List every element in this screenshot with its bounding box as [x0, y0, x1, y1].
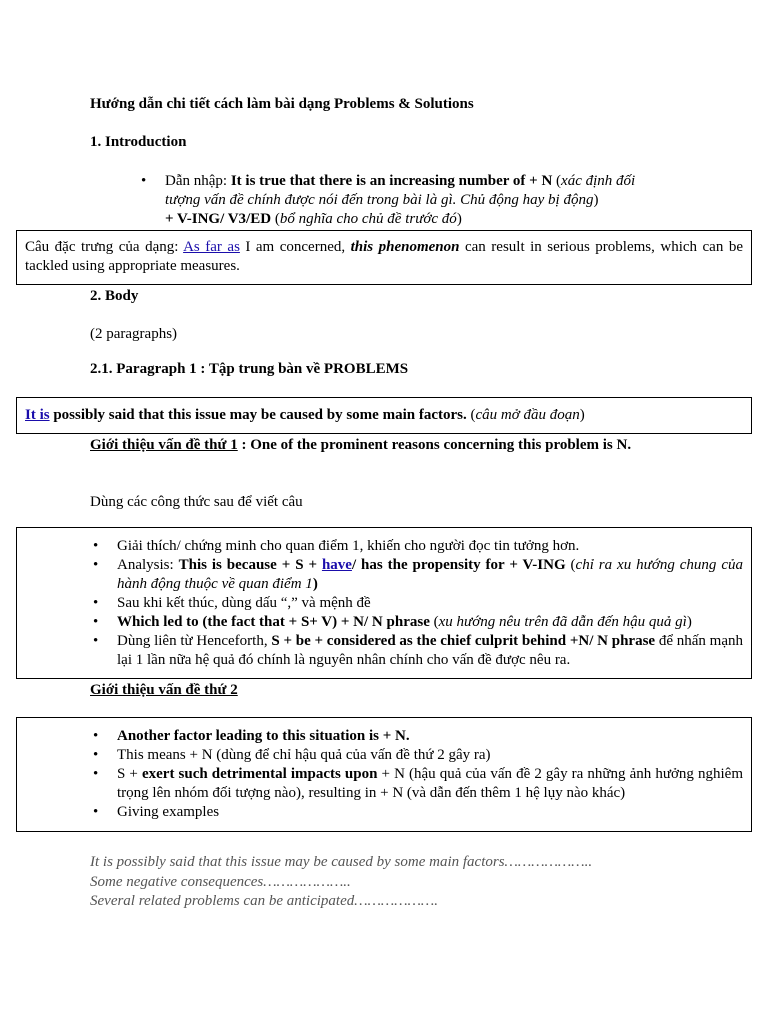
it-is-link[interactable]: It is — [25, 407, 50, 423]
body-heading: 2. Body — [90, 288, 139, 304]
issue1-formula-box — [16, 527, 752, 679]
summary-line: It is possibly said that this issue may be caused by some main factors……………….. — [90, 854, 593, 870]
formula-note: Dùng các công thức sau để viết câu — [90, 494, 303, 510]
summary-line: Some negative consequences……………….. — [90, 874, 351, 890]
issue2-formula-box — [16, 717, 752, 832]
feature-sentence-box: Câu đặc trưng của dạng: As far as I am concerned, this phenomenon can result in serious problems, which can be tackled using appropriate measures. — [16, 230, 752, 285]
list-item: • Giải thích/ chứng minh cho quan điểm 1, khiến cho người đọc tin tưởng hơn. — [93, 537, 743, 556]
list-item: • S + exert such detrimental impacts upon + N (hậu quả của vấn đề 2 gây ra những ảnh hưởng nghiêm trọng lên nhóm đối tượng nào), resulting in + N (và dẫn đến thêm 1 hệ lụy nào khác) — [93, 765, 743, 803]
as-far-as-link[interactable]: As far as — [183, 239, 240, 255]
list-item: • Dùng liên từ Henceforth, S + be + considered as the chief culprit behind +N/ N phrase để nhấn mạnh lại 1 lần nữa hệ quả đó chính là nguyên nhân chính cho vấn đề được nêu ra. — [93, 632, 743, 670]
have-link[interactable]: have — [321, 557, 352, 573]
intro-heading: 1. Introduction — [90, 134, 187, 150]
issue1-heading: Giới thiệu vấn đề thứ 1 : One of the prominent reasons concerning this problem is N. — [90, 437, 632, 453]
list-item: • Analysis: This is because + S + have/ has the propensity for + V-ING (chỉ ra xu hướng chung của hành động thuộc về quan điểm 1) — [93, 556, 743, 594]
document-title: Hướng dẫn chi tiết cách làm bài dạng Problems & Solutions — [90, 96, 474, 112]
body-note: (2 paragraphs) — [90, 326, 178, 342]
list-item: • Giving examples — [93, 803, 743, 822]
opening-sentence-box: It is possibly said that this issue may be caused by some main factors. (câu mở đầu đoạn) — [16, 397, 752, 434]
list-item: • This means + N (dùng để chỉ hậu quả của vấn đề thứ 2 gây ra) — [93, 746, 743, 765]
summary-line: Several related problems can be anticipated………………. — [90, 893, 439, 909]
issue2-heading: Giới thiệu vấn đề thứ 2 — [90, 682, 238, 698]
list-item: • Dẫn nhập: It is true that there is an increasing number of + N (xác định đối tượng vấn đề chính được nói đến trong bài là gì. Chủ động hay bị động) + V-ING/ V3/ED (bổ nghĩa cho chủ đề trước đó) — [141, 172, 671, 229]
list-item: • Another factor leading to this situation is + N. — [93, 727, 743, 746]
list-item: • Sau khi kết thúc, dùng dấu “,” và mệnh đề — [93, 594, 743, 613]
intro-bullet — [141, 172, 671, 229]
list-item: • Which led to (the fact that + S+ V) + N/ N phrase (xu hướng nêu trên đã dẫn đến hậu quả gì) — [93, 613, 743, 632]
paragraph1-heading: 2.1. Paragraph 1 : Tập trung bàn về PROBLEMS — [90, 361, 409, 377]
